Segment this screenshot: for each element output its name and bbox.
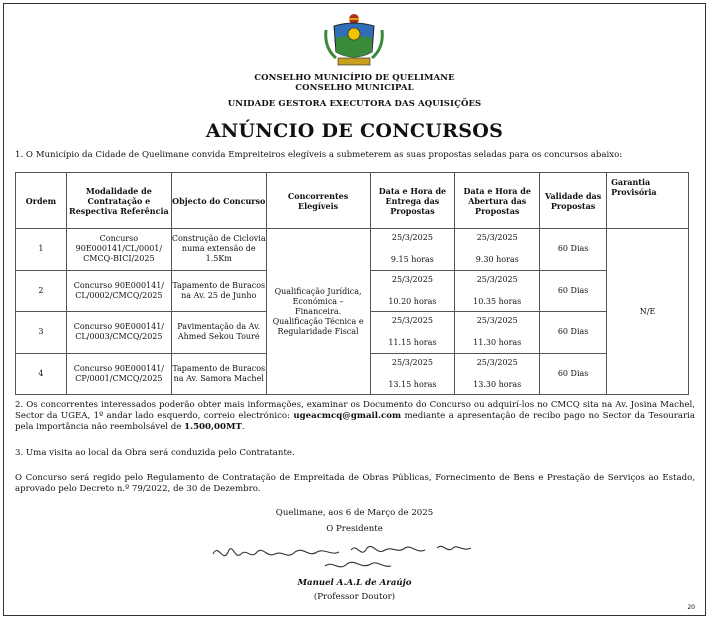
opening-date: 25/3/2025 — [476, 233, 518, 242]
cell-ordem: 1 — [16, 229, 67, 271]
opening-time: 10.35 horas — [473, 296, 522, 306]
header-council: CONSELHO MUNICIPAL — [295, 83, 414, 93]
info-text-3: . — [241, 422, 245, 432]
signatory-role: O Presidente — [326, 524, 383, 534]
cell-opening — [455, 312, 540, 354]
signatory-name: Manuel A.A.L de Araújo — [297, 578, 412, 588]
cell-ref: Concurso 90E000141/CL/0001/ CMCQ-BICI/2025 — [66, 229, 171, 271]
intro-paragraph: 1. O Município da Cidade de Quelimane convida Empreiteiros elegíveis a submeterem as suas propostas seladas para os concursos abaixo: — [15, 150, 623, 160]
cell-object: Tapamento de Buracos na Av. Samora Machel — [171, 353, 266, 395]
info-paragraph — [15, 400, 695, 433]
cell-validity: 60 Dias — [540, 353, 607, 395]
header-municipality: CONSELHO MUNICÍPIO DE QUELIMANE — [254, 73, 455, 83]
cell-ordem: 3 — [16, 312, 67, 354]
table-row — [16, 229, 689, 271]
contact-email: ugeacmcq@gmail.com — [293, 411, 402, 421]
delivery-time: 13.15 horas — [388, 379, 437, 389]
cell-object: Construção de Ciclovia numa extensão de 1.5Km — [171, 229, 266, 271]
handwritten-signature — [205, 536, 485, 580]
cell-ref: Concurso 90E000141/ CP/0001/CMCQ/2025 — [66, 353, 171, 395]
fee-amount: 1.500,00MT — [184, 422, 242, 432]
header-concorrentes: Concorrentes Elegíveis — [266, 173, 370, 229]
opening-date: 25/3/2025 — [476, 274, 518, 284]
cell-validity: 60 Dias — [540, 229, 607, 271]
delivery-time: 11.15 horas — [388, 338, 437, 347]
delivery-date: 25/3/2025 — [391, 316, 433, 325]
info-text: 2. Os concorrentes interessados poderão obter mais informações, examinar os Documento do Concurso ou adquirí-los no CMCQ sita na Av. Josina Machel, Sector da UGEA, 1º andar lado esquerdo, correio electrónico: — [15, 400, 695, 421]
cell-object: Tapamento de Buracos na Av. 25 de Junho — [171, 270, 266, 312]
opening-time: 11.30 horas — [473, 338, 522, 347]
header-unit: UNIDADE GESTORA EXECUTORA DAS AQUISIÇÕES — [227, 99, 482, 109]
cell-ordem: 4 — [16, 353, 67, 395]
header-validade: Validade das Propostas — [540, 173, 607, 229]
delivery-time: 10.20 horas — [388, 296, 437, 306]
opening-date: 25/3/2025 — [476, 357, 518, 367]
cell-ref: Concurso 90E000141/ CL/0002/CMCQ/2025 — [66, 270, 171, 312]
header-objecto: Objecto do Concurso — [171, 173, 266, 229]
opening-time: 13.30 horas — [473, 379, 522, 389]
header-modalidade: Modalidade de Contratação e Respectiva Referência — [66, 173, 171, 229]
cell-opening — [455, 353, 540, 395]
cell-ordem: 2 — [16, 270, 67, 312]
cell-delivery — [370, 353, 455, 395]
cell-guarantee: N/E — [607, 229, 689, 395]
delivery-time: 9.15 horas — [390, 255, 434, 264]
page-number: 20 — [687, 604, 695, 611]
cell-opening — [455, 229, 540, 271]
signatory-title: (Professor Doutor) — [313, 592, 396, 602]
cell-delivery — [370, 270, 455, 312]
regulation-paragraph: O Concurso será regido pelo Regulamento de Contratação de Empreitada de Obras Públicas, Fornecimento de Bens e Prestação de Serviços ao Estado, aprovado pelo Decreto n.º 79/2022, de 30 de Dezembro. — [15, 473, 695, 494]
delivery-date: 25/3/2025 — [391, 233, 433, 242]
header-ordem: Ordem — [16, 173, 67, 229]
table-header-row — [16, 173, 689, 229]
delivery-date: 25/3/2025 — [391, 274, 433, 284]
municipal-coat-of-arms-icon — [322, 12, 386, 68]
tenders-table — [15, 172, 689, 395]
delivery-date: 25/3/2025 — [391, 357, 433, 367]
page-title: ANÚNCIO DE CONCURSOS — [205, 120, 504, 142]
cell-opening — [455, 270, 540, 312]
cell-eligible: Qualificação Jurídica, Económica – Financeira. Qualificação Técnica e Regularidade Fiscal — [266, 229, 370, 395]
header-abertura: Data e Hora de Abertura das Propostas — [455, 173, 540, 229]
opening-time: 9.30 horas — [475, 255, 519, 264]
header-entrega: Data e Hora de Entrega das Propostas — [370, 173, 455, 229]
place-date: Quelimane, aos 6 de Março de 2025 — [275, 508, 434, 518]
site-visit-paragraph: 3. Uma visita ao local da Obra será conduzida pelo Contratante. — [15, 448, 295, 458]
header-garantia: Garantia Provisória — [607, 173, 689, 229]
cell-object: Pavimentação da Av. Ahmed Sekou Touré — [171, 312, 266, 354]
cell-delivery — [370, 312, 455, 354]
cell-validity: 60 Dias — [540, 312, 607, 354]
cell-ref: Concurso 90E000141/ CL/0003/CMCQ/2025 — [66, 312, 171, 354]
cell-delivery — [370, 229, 455, 271]
opening-date: 25/3/2025 — [476, 316, 518, 325]
info-text-2: mediante a apresentação de recibo pago no Sector da Tesouraria pela importância não reembolsável de — [15, 411, 695, 432]
cell-validity: 60 Dias — [540, 270, 607, 312]
